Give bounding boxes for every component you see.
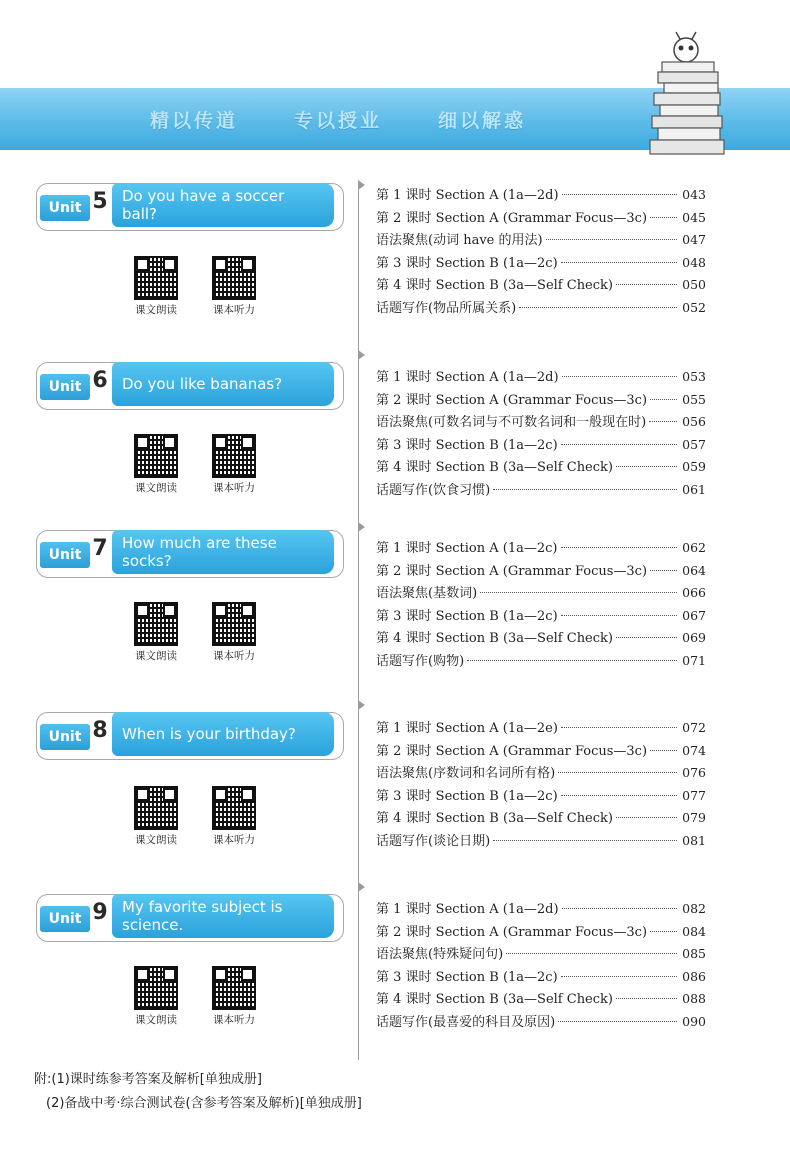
toc-row[interactable] (376, 988, 706, 1011)
qr-label: 课文朗读 (135, 304, 177, 316)
toc-page-number: 072 (682, 720, 706, 735)
toc-entry: 话题写作(购物) (376, 653, 465, 669)
leader-dots (616, 817, 677, 818)
qr-code-icon (136, 258, 176, 298)
arrow-marker (358, 882, 365, 892)
qr-reading[interactable] (130, 788, 182, 847)
toc-entry: 语法聚焦(序数词和名词所有格) (376, 766, 556, 781)
toc-entry: 第 1 课时 Section A (1a—2d) (376, 902, 559, 917)
appendix-note (34, 1068, 362, 1116)
toc-page-number: 048 (682, 254, 706, 270)
unit-9-qr-codes (130, 968, 260, 1034)
unit-6-qr-codes (130, 436, 260, 502)
unit-9-header (36, 894, 344, 942)
toc-entry: 第 3 课时 Section B (1a—2c) (376, 608, 558, 624)
unit-badge: Unit (40, 374, 90, 400)
toc-row[interactable] (376, 627, 706, 650)
unit-8-toc (376, 717, 706, 852)
toc-entry: 第 4 课时 Section B (3a—Self Check) (376, 811, 613, 826)
toc-entry: 话题写作(饮食习惯) (376, 482, 491, 498)
qr-code-icon (136, 604, 176, 644)
unit-number: 9 (92, 900, 108, 925)
toc-entry: 第 3 课时 Section B (1a—2c) (376, 969, 558, 985)
arrow-marker (358, 522, 365, 532)
toc-row[interactable] (376, 207, 706, 230)
slogan-1: 精以传道 (150, 109, 239, 132)
toc-entry: 话题写作(谈论日期) (376, 833, 491, 849)
leader-dots (616, 637, 677, 638)
toc-entry: 第 3 课时 Section B (1a—2c) (376, 437, 558, 453)
leader-dots (561, 444, 677, 445)
toc-row[interactable] (376, 785, 706, 808)
unit-8-qr-codes (130, 788, 260, 854)
toc-entry: 第 2 课时 Section A (Grammar Focus—3c) (376, 924, 648, 940)
toc-row[interactable] (376, 650, 706, 673)
toc-entry: 第 2 课时 Section A (Grammar Focus—3c) (376, 743, 648, 759)
qr-code-icon (136, 788, 176, 828)
qr-code-icon (214, 968, 254, 1008)
qr-listening[interactable] (208, 258, 260, 317)
toc-row[interactable] (376, 582, 706, 605)
toc-row[interactable] (376, 1011, 706, 1034)
leader-dots (480, 592, 677, 593)
arrow-marker (358, 350, 365, 360)
unit-title: My favorite subject is science. (112, 894, 334, 938)
toc-page-number: 064 (682, 562, 706, 578)
appendix-line-1: 附:(1)课时练参考答案及解析[单独成册] (34, 1072, 262, 1087)
unit-number: 6 (92, 368, 108, 393)
unit-badge: Unit (40, 724, 90, 750)
unit-title: When is your birthday? (112, 712, 334, 756)
toc-page-number: 050 (682, 277, 706, 292)
arrow-marker (358, 180, 365, 190)
toc-entry: 第 2 课时 Section A (Grammar Focus—3c) (376, 210, 648, 226)
unit-title: Do you have a soccer ball? (112, 183, 334, 227)
unit-badge: Unit (40, 906, 90, 932)
toc-page-number: 079 (682, 810, 706, 825)
leader-dots (650, 570, 677, 571)
toc-page-number: 053 (682, 369, 706, 384)
toc-page-number: 057 (682, 436, 706, 452)
leader-dots (467, 660, 677, 661)
leader-dots (519, 307, 677, 308)
toc-row[interactable] (376, 830, 706, 853)
toc-row[interactable] (376, 411, 706, 434)
toc-page-number: 082 (682, 901, 706, 916)
leader-dots (616, 998, 677, 999)
toc-entry: 第 2 课时 Section A (Grammar Focus—3c) (376, 563, 648, 579)
qr-reading[interactable] (130, 436, 182, 495)
toc-page-number: 076 (682, 765, 706, 780)
toc-page-number: 043 (682, 187, 706, 202)
toc-entry: 第 3 课时 Section B (1a—2c) (376, 788, 558, 804)
toc-row[interactable] (376, 229, 706, 252)
leader-dots (649, 421, 677, 422)
leader-dots (616, 466, 677, 467)
toc-page-number: 061 (682, 481, 706, 497)
leader-dots (616, 284, 677, 285)
book-stack-illustration (640, 10, 740, 160)
qr-listening[interactable] (208, 788, 260, 847)
toc-entry: 第 1 课时 Section A (1a—2d) (376, 370, 559, 385)
toc-row[interactable] (376, 898, 706, 921)
toc-page-number: 086 (682, 968, 706, 984)
toc-page-number: 055 (682, 391, 706, 407)
unit-number: 5 (92, 189, 108, 214)
unit-8-header (36, 712, 344, 760)
leader-dots (650, 750, 677, 751)
toc-row[interactable] (376, 943, 706, 966)
toc-page-number: 088 (682, 991, 706, 1006)
toc-row[interactable] (376, 921, 706, 944)
toc-page-number: 066 (682, 585, 706, 600)
toc-entry: 第 2 课时 Section A (Grammar Focus—3c) (376, 392, 648, 408)
leader-dots (493, 489, 677, 490)
toc-row[interactable] (376, 366, 706, 389)
leader-dots (561, 547, 678, 548)
toc-row[interactable] (376, 537, 706, 560)
unit-7-toc (376, 537, 706, 672)
unit-title: Do you like bananas? (112, 362, 334, 406)
toc-page-number: 077 (682, 787, 706, 803)
qr-code-icon (136, 436, 176, 476)
unit-5-header (36, 183, 344, 231)
toc-row[interactable] (376, 807, 706, 830)
leader-dots (561, 615, 677, 616)
leader-dots (558, 772, 677, 773)
banner-slogans (150, 88, 526, 150)
unit-title: How much are these socks? (112, 530, 334, 574)
toc-entry: 语法聚焦(特殊疑问句) (376, 947, 504, 962)
toc-entry: 第 1 课时 Section A (1a—2e) (376, 721, 558, 736)
toc-entry: 语法聚焦(动词 have 的用法) (376, 233, 543, 248)
slogan-3: 细以解惑 (438, 109, 527, 132)
vertical-divider (358, 180, 359, 1060)
leader-dots (562, 376, 677, 377)
leader-dots (562, 908, 677, 909)
toc-row[interactable] (376, 389, 706, 412)
toc-entry: 语法聚焦(可数名词与不可数名词和一般现在时) (376, 415, 647, 430)
leader-dots (561, 262, 677, 263)
unit-7-qr-codes (130, 604, 260, 670)
qr-label: 课文朗读 (135, 650, 177, 662)
qr-listening[interactable] (208, 604, 260, 663)
qr-label: 课文朗读 (135, 482, 177, 494)
toc-entry: 语法聚焦(基数词) (376, 586, 478, 601)
qr-reading[interactable] (130, 968, 182, 1027)
qr-code-icon (214, 258, 254, 298)
toc-page-number: 069 (682, 630, 706, 645)
leader-dots (558, 1021, 677, 1022)
toc-row[interactable] (376, 605, 706, 628)
toc-row[interactable] (376, 184, 706, 207)
qr-code-icon (214, 436, 254, 476)
toc-page-number: 074 (682, 742, 706, 758)
toc-page-number: 062 (682, 540, 706, 555)
toc-entry: 第 4 课时 Section B (3a—Self Check) (376, 992, 613, 1007)
qr-label: 课本听力 (213, 1014, 255, 1026)
toc-page-number: 090 (682, 1013, 706, 1029)
qr-listening[interactable] (208, 968, 260, 1027)
toc-entry: 第 3 课时 Section B (1a—2c) (376, 255, 558, 271)
qr-label: 课文朗读 (135, 1014, 177, 1026)
qr-label: 课本听力 (213, 304, 255, 316)
toc-entry: 话题写作(最喜爱的科目及原因) (376, 1014, 556, 1030)
qr-label: 课本听力 (213, 650, 255, 662)
toc-entry: 第 1 课时 Section A (1a—2d) (376, 188, 559, 203)
unit-badge: Unit (40, 195, 90, 221)
toc-page-number: 067 (682, 607, 706, 623)
leader-dots (561, 976, 677, 977)
toc-row[interactable] (376, 966, 706, 989)
qr-label: 课本听力 (213, 482, 255, 494)
qr-reading[interactable] (130, 604, 182, 663)
toc-page-number: 045 (682, 209, 706, 225)
toc-row[interactable] (376, 479, 706, 502)
toc-page-number: 085 (682, 946, 706, 961)
unit-number: 7 (92, 536, 108, 561)
toc-row[interactable] (376, 274, 706, 297)
toc-row[interactable] (376, 434, 706, 457)
leader-dots (561, 795, 677, 796)
toc-entry: 第 4 课时 Section B (3a—Self Check) (376, 631, 613, 646)
toc-page-number: 071 (682, 652, 706, 668)
appendix-line-2: (2)备战中考·综合测试卷(含参考答案及解析)[单独成册] (46, 1096, 362, 1111)
toc-row[interactable] (376, 560, 706, 583)
qr-code-icon (214, 604, 254, 644)
toc-row[interactable] (376, 252, 706, 275)
unit-5-qr-codes (130, 258, 260, 324)
unit-number: 8 (92, 718, 108, 743)
leader-dots (650, 931, 677, 932)
qr-listening[interactable] (208, 436, 260, 495)
leader-dots (546, 239, 677, 240)
toc-entry: 第 4 课时 Section B (3a—Self Check) (376, 278, 613, 293)
leader-dots (650, 399, 677, 400)
toc-entry: 第 1 课时 Section A (1a—2c) (376, 541, 558, 556)
unit-badge: Unit (40, 542, 90, 568)
leader-dots (493, 840, 677, 841)
toc-row[interactable] (376, 456, 706, 479)
unit-5-toc (376, 184, 706, 319)
toc-page-number: 052 (682, 299, 706, 315)
toc-page-number: 047 (682, 232, 706, 247)
toc-row[interactable] (376, 297, 706, 320)
toc-row[interactable] (376, 717, 706, 740)
leader-dots (561, 727, 677, 728)
toc-row[interactable] (376, 740, 706, 763)
unit-7-header (36, 530, 344, 578)
leader-dots (562, 194, 677, 195)
toc-entry: 话题写作(物品所属关系) (376, 300, 517, 316)
qr-label: 课本听力 (213, 834, 255, 846)
toc-page-number: 056 (682, 414, 706, 429)
toc-page-number: 084 (682, 923, 706, 939)
qr-code-icon (214, 788, 254, 828)
slogan-2: 专以授业 (294, 109, 383, 132)
toc-page-number: 059 (682, 459, 706, 474)
toc-page-number: 081 (682, 832, 706, 848)
toc-row[interactable] (376, 762, 706, 785)
unit-9-toc (376, 898, 706, 1033)
leader-dots (650, 217, 677, 218)
toc-entry: 第 4 课时 Section B (3a—Self Check) (376, 460, 613, 475)
qr-reading[interactable] (130, 258, 182, 317)
qr-code-icon (136, 968, 176, 1008)
unit-6-toc (376, 366, 706, 501)
arrow-marker (358, 700, 365, 710)
unit-6-header (36, 362, 344, 410)
leader-dots (506, 953, 677, 954)
qr-label: 课文朗读 (135, 834, 177, 846)
